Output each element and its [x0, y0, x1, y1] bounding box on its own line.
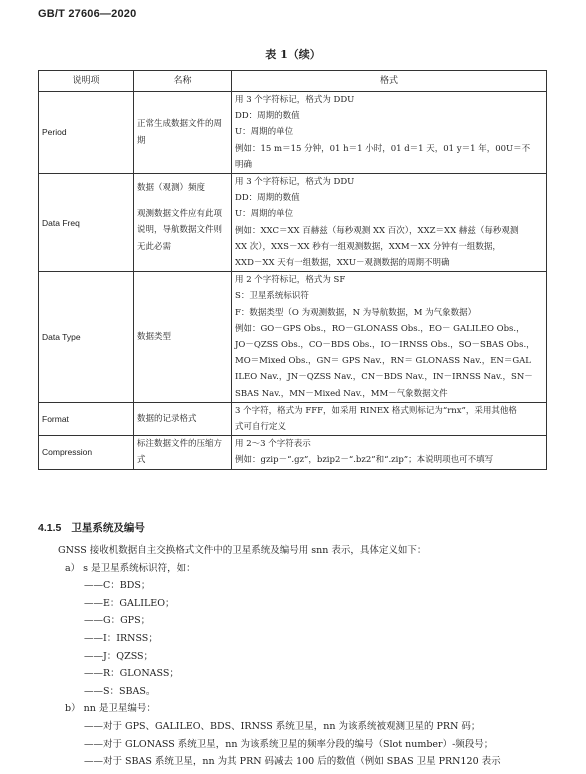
format-line: 例如：GO－GPS Obs.，RO－GLONASS Obs.，EO－ GALILEO Obs.， — [235, 323, 525, 334]
row-name: 数据类型 — [134, 272, 232, 403]
format-line: JO－QZSS Obs.，CO－BDS Obs.，IO－IRNSS Obs.，SO－SBAS Obs.， — [235, 340, 535, 351]
format-line: 例如：15 m＝15 分钟，01 h＝1 小时，01 d＝1 天，01 y＝1 年，00U＝不 — [235, 143, 531, 154]
row-format — [232, 402, 547, 435]
list-item: ——E：GALILEO； — [84, 597, 175, 609]
format-line: S：卫星系统标识符 — [235, 291, 309, 302]
list-item: ——C：BDS； — [84, 580, 151, 592]
format-line: DD：周期的数值 — [235, 193, 300, 204]
format-line: 用 3 个字符标记，格式为 DDU — [235, 177, 355, 188]
row-name — [134, 174, 232, 272]
row-item-compression: Compression — [39, 436, 134, 469]
list-item: ——I：IRNSS； — [84, 632, 158, 644]
format-line: XX 次），XXS－XX 秒有一组观测数据，XXM－XX 分钟有一组数据， — [235, 241, 501, 252]
list-item-a: a） s 是卫星系统标识符，如： — [65, 562, 196, 574]
format-line: 用 3 个字符标记，格式为 DDU — [235, 95, 355, 105]
format-line: U：周期的单位 — [235, 209, 294, 220]
format-line: 例如：gzip－“.gz”，bzip2－“.bz2”和“.zip”；本说明项也可不填写 — [235, 455, 494, 466]
column-header: 格式 — [232, 71, 547, 92]
row-name: 数据的记录格式 — [134, 402, 232, 435]
format-line: DD：周期的数值 — [235, 111, 300, 122]
list-item: ——对于 GPS、GALILEO、BDS、IRNSS 系统卫星，nn 为该系统被观测卫星的 PRN 码； — [84, 720, 481, 732]
table-row — [39, 402, 547, 435]
row-format — [232, 272, 547, 403]
table-title: 表 1（续） — [265, 48, 321, 61]
row-item-data-type: Data Type — [39, 272, 134, 403]
format-line: 式可自行定义 — [235, 422, 287, 433]
format-line: 用 2～3 个字符表示 — [235, 439, 311, 450]
section-heading — [38, 520, 145, 535]
list-item-b: b） nn 是卫星编号： — [65, 703, 156, 715]
list-item: ——G：GPS； — [84, 615, 151, 627]
list-item: ——S：SBAS。 — [84, 685, 156, 697]
format-line: 用 2 个字符标记，格式为 SF — [235, 275, 346, 286]
row-item-data-freq: Data Freq — [39, 174, 134, 272]
row-name: 标注数据文件的压缩方式 — [134, 436, 232, 469]
section-title: 卫星系统及编号 — [71, 522, 145, 534]
row-name: 正常生成数据文件的周期 — [134, 92, 232, 174]
row-name-main: 数据（观测）频度 — [137, 183, 206, 194]
row-format — [232, 92, 547, 174]
column-header: 说明项 — [39, 71, 134, 92]
row-item-format: Format — [39, 402, 134, 435]
table-row — [39, 436, 547, 469]
table-header-row — [39, 71, 547, 92]
list-item: ——对于 SBAS 系统卫星，nn 为其 PRN 码减去 100 后的数值（例如 SBAS 卫星 PRN120 表示 — [84, 756, 501, 768]
format-line: MO＝Mixed Obs.，GN＝ GPS Nav.，RN＝ GLONASS Nav.，EN＝GAL — [235, 356, 531, 367]
table-row — [39, 272, 547, 403]
format-line: 例如：XXC＝XX 百赫兹（每秒观测 XX 百次），XXZ＝XX 赫兹（每秒观测 — [235, 225, 519, 236]
section-intro: GNSS 接收机数据自主交换格式文件中的卫星系统及编号用 snn 表示，具体定义如下： — [58, 545, 427, 556]
table-row — [39, 174, 547, 272]
format-line: SBAS Nav.，MN－Mixed Nav.，MM－气象数据文件 — [235, 388, 448, 399]
list-item: ——R：GLONASS； — [84, 668, 179, 680]
section-body — [38, 542, 548, 771]
format-line: XXD－XX 天有一组数据，XXU－观测数据的周期不明确 — [235, 258, 450, 269]
table-row — [39, 92, 547, 174]
list-item: ——对于 GLONASS 系统卫星，nn 为该系统卫星的频率分段的编号（Slot number）-频段号； — [84, 738, 494, 750]
column-header: 名称 — [134, 71, 232, 92]
row-item-period: Period — [39, 92, 134, 174]
format-line: U：周期的单位 — [235, 127, 294, 138]
format-line: 明确 — [235, 159, 253, 170]
format-line: 3 个字符，格式为 FFF，如采用 RINEX 格式则标记为“rnx”，采用其他格 — [235, 405, 517, 416]
format-line: F：数据类型（O 为观测数据，N 为导航数据，M 为气象数据） — [235, 307, 477, 318]
section-number: 4.1.5 — [38, 522, 62, 534]
list-item: ——J：QZSS； — [84, 650, 154, 662]
row-format — [232, 174, 547, 272]
format-line: ILEO Nav.，JN－QZSS Nav.，CN－BDS Nav.，IN－IRNSS Nav.，SN－ — [235, 372, 533, 383]
spec-table — [38, 70, 547, 470]
row-format — [232, 436, 547, 469]
standard-code: GB/T 27606—2020 — [38, 8, 137, 20]
row-name-note: 观测数据文件应有此项说明，导航数据文件则无此必需 — [137, 209, 223, 252]
